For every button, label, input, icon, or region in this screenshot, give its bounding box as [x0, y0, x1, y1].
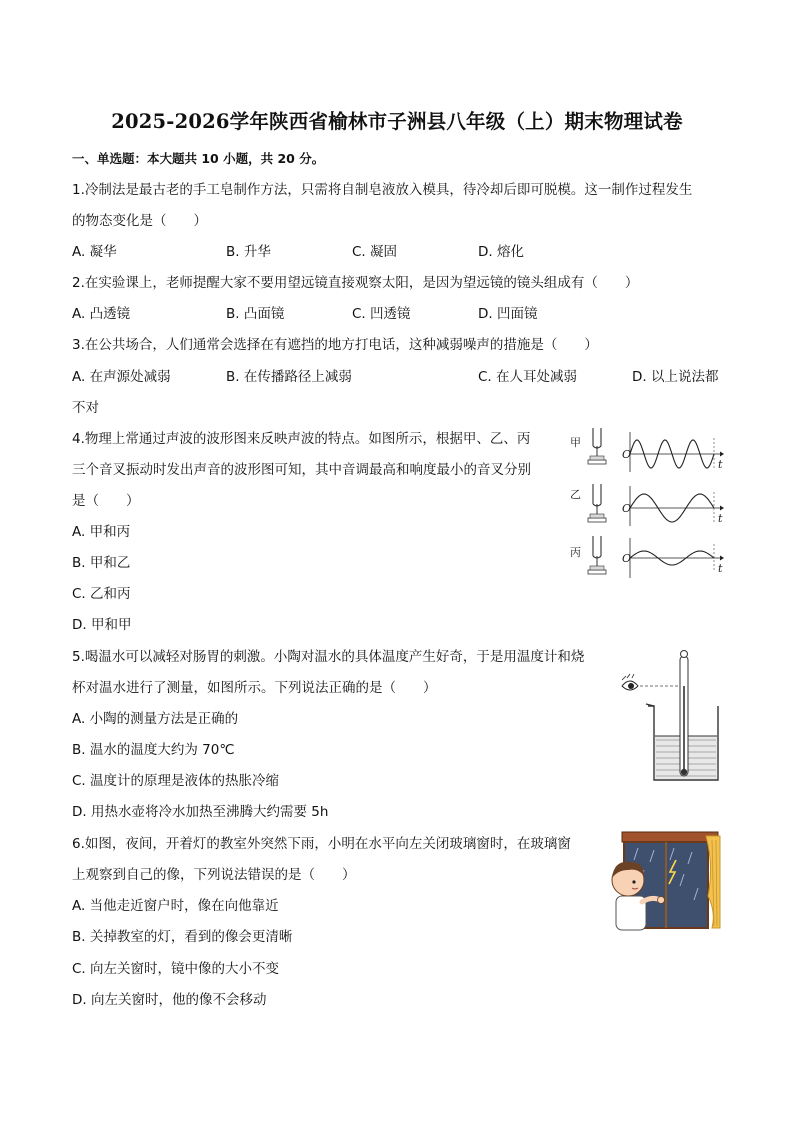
question-3-option-d[interactable]: D. 以上说法都: [632, 369, 719, 385]
tuning-fork-icon: [588, 536, 606, 574]
tuning-fork-icon: [588, 484, 606, 522]
question-4-stem-line-1: 4.物理上常通过声波的波形图来反映声波的特点。如图所示，根据甲、乙、丙: [72, 431, 531, 447]
question-4-option-c[interactable]: C. 乙和丙: [72, 586, 131, 602]
figure-label-yi: 乙: [570, 488, 581, 501]
question-4-option-b[interactable]: B. 甲和乙: [72, 555, 131, 571]
origin-label: O: [622, 552, 632, 565]
question-6-option-b[interactable]: B. 关掉教室的灯，看到的像会更清晰: [72, 929, 293, 945]
time-axis-label: t: [718, 562, 723, 575]
question-5-option-b[interactable]: B. 温水的温度大约为 70℃: [72, 742, 235, 758]
question-1-stem-line-1: 1.冷制法是最古老的手工皂制作方法，只需将自制皂液放入模具，待冷却后即可脱模。这一制作过程发生: [72, 182, 693, 198]
question-4-stem-line-3: 是（ ）: [72, 493, 140, 509]
section-heading: 一、单选题：本大题共 10 小题，共 20 分。: [72, 151, 325, 166]
question-5-option-d[interactable]: D. 用热水壶将冷水加热至沸腾大约需要 5h: [72, 804, 329, 820]
time-axis-label: t: [718, 512, 723, 525]
question-4-option-d[interactable]: D. 甲和甲: [72, 617, 132, 633]
thermometer: [680, 651, 688, 777]
question-3-option-d-wrap: 不对: [72, 400, 99, 416]
question-6-option-d[interactable]: D. 向左关窗时，他的像不会移动: [72, 992, 267, 1008]
question-5-option-c[interactable]: C. 温度计的原理是液体的热胀冷缩: [72, 773, 280, 789]
boy-closing-window-figure: [608, 826, 722, 930]
question-1-option-d[interactable]: D. 熔化: [478, 244, 524, 260]
figure-label-jia: 甲: [570, 436, 581, 449]
question-6-option-c[interactable]: C. 向左关窗时，镜中像的大小不变: [72, 961, 280, 977]
origin-label: O: [622, 448, 632, 461]
question-5-stem-line-2: 杯对温水进行了测量，如图所示。下列说法正确的是（ ）: [72, 680, 437, 696]
question-3-option-b[interactable]: B. 在传播路径上减弱: [226, 369, 352, 385]
tuning-fork-waveform-figure: [566, 424, 726, 584]
beaker-thermometer-figure: [618, 646, 728, 786]
question-1-option-b[interactable]: B. 升华: [226, 244, 271, 260]
question-1-option-c[interactable]: C. 凝固: [352, 244, 398, 260]
question-6-stem-line-2: 上观察到自己的像，下列说法错误的是（ ）: [72, 867, 356, 883]
question-1-stem-line-2: 的物态变化是（ ）: [72, 213, 207, 229]
question-2-option-a[interactable]: A. 凸透镜: [72, 306, 131, 322]
question-2-option-d[interactable]: D. 凹面镜: [478, 306, 538, 322]
question-6-option-a[interactable]: A. 当他走近窗户时，像在向他靠近: [72, 898, 279, 914]
eye-icon: [622, 674, 638, 690]
figure-label-bing: 丙: [570, 546, 581, 559]
question-3-option-a[interactable]: A. 在声源处减弱: [72, 369, 171, 385]
question-3-option-c[interactable]: C. 在人耳处减弱: [478, 369, 578, 385]
origin-label: O: [622, 502, 632, 515]
question-2-option-b[interactable]: B. 凸面镜: [226, 306, 285, 322]
question-3-stem: 3.在公共场合，人们通常会选择在有遮挡的地方打电话，这种减弱噪声的措施是（ ）: [72, 337, 598, 353]
question-4-stem-line-2: 三个音叉振动时发出声音的波形图可知，其中音调最高和响度最小的音叉分别: [72, 462, 531, 478]
page-title: 2025-2026学年陕西省榆林市子洲县八年级（上）期末物理试卷: [111, 110, 683, 133]
question-2-option-c[interactable]: C. 凹透镜: [352, 306, 411, 322]
question-4-option-a[interactable]: A. 甲和丙: [72, 524, 131, 540]
time-axis-label: t: [718, 458, 723, 471]
question-1-option-a[interactable]: A. 凝华: [72, 244, 117, 260]
question-5-stem-line-1: 5.喝温水可以减轻对肠胃的刺激。小陶对温水的具体温度产生好奇，于是用温度计和烧: [72, 649, 585, 665]
question-6-stem-line-1: 6.如图，夜间，开着灯的教室外突然下雨，小明在水平向左关闭玻璃窗时，在玻璃窗: [72, 836, 571, 852]
tuning-fork-icon: [588, 428, 606, 464]
question-2-stem: 2.在实验课上，老师提醒大家不要用望远镜直接观察太阳，是因为望远镜的镜头组成有（ ）: [72, 275, 639, 291]
question-5-option-a[interactable]: A. 小陶的测量方法是正确的: [72, 711, 239, 727]
